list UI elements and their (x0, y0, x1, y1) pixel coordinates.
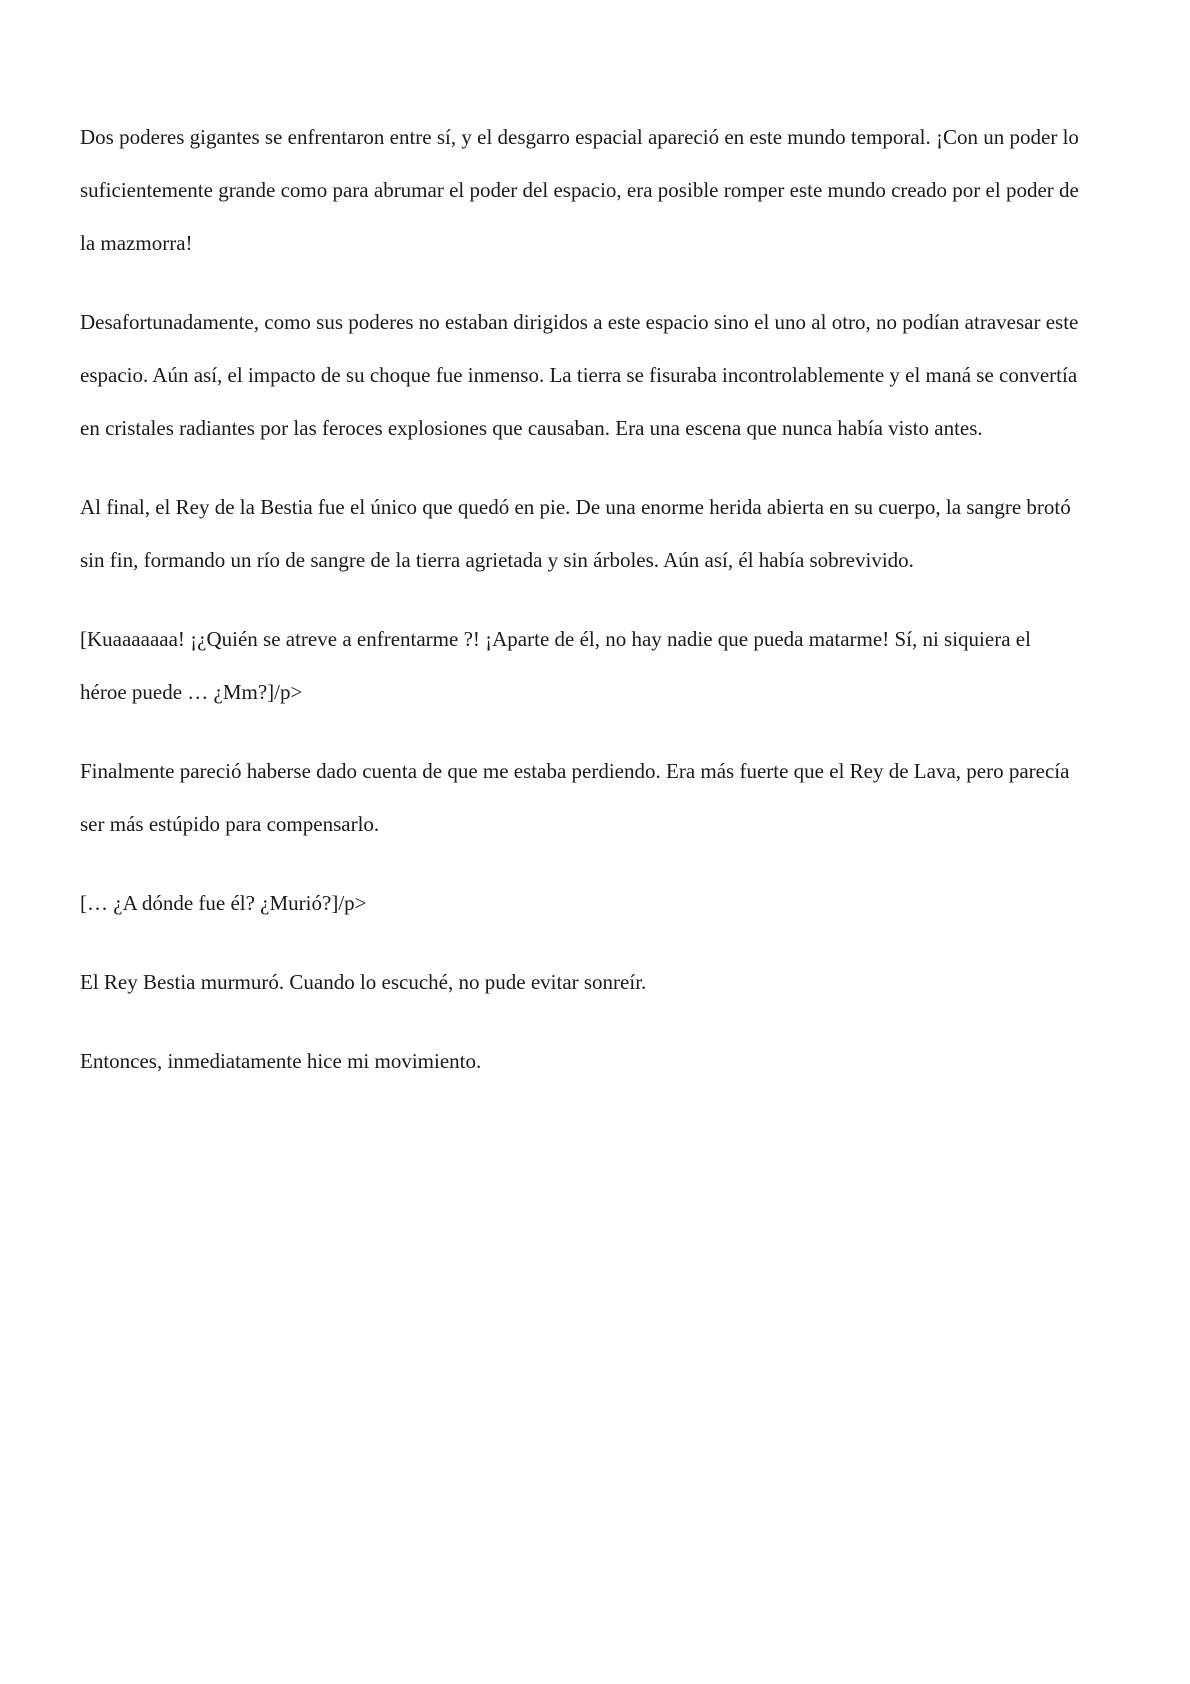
paragraph-7: El Rey Bestia murmuró. Cuando lo escuché, no pude evitar sonreír. (80, 970, 647, 994)
paragraph-5: Finalmente pareció haberse dado cuenta de que me estaba perdiendo. Era más fuerte que el Rey de Lava, pero parecía ser más estúpido para compensarlo. (80, 759, 1070, 836)
document-body (80, 111, 1080, 1114)
paragraph-6: [… ¿A dónde fue él? ¿Murió?]/p> (80, 891, 367, 915)
paragraph-1: Dos poderes gigantes se enfrentaron entre sí, y el desgarro espacial apareció en este mundo temporal. ¡Con un poder lo suficientemente grande como para abrumar el poder del espacio, era posible romper este mundo creado por el poder de la mazmorra! (80, 125, 1079, 255)
paragraph-2: Desafortunadamente, como sus poderes no estaban dirigidos a este espacio sino el uno al otro, no podían atravesar este espacio. Aún así, el impacto de su choque fue inmenso. La tierra se fisuraba incontrolablemente y el maná se convertía en cristales radiantes por las feroces explosiones que causaban. Era una escena que nunca había visto antes. (80, 310, 1079, 440)
paragraph-4: [Kuaaaaaaa! ¡¿Quién se atreve a enfrentarme ?! ¡Aparte de él, no hay nadie que pueda matarme! Sí, ni siquiera el héroe puede … ¿Mm?]/p> (80, 627, 1031, 704)
paragraph-3: Al final, el Rey de la Bestia fue el único que quedó en pie. De una enorme herida abierta en su cuerpo, la sangre brotó sin fin, formando un río de sangre de la tierra agrietada y sin árboles. Aún así, él había sobrevivido. (80, 495, 1071, 572)
paragraph-8: Entonces, inmediatamente hice mi movimiento. (80, 1049, 482, 1073)
